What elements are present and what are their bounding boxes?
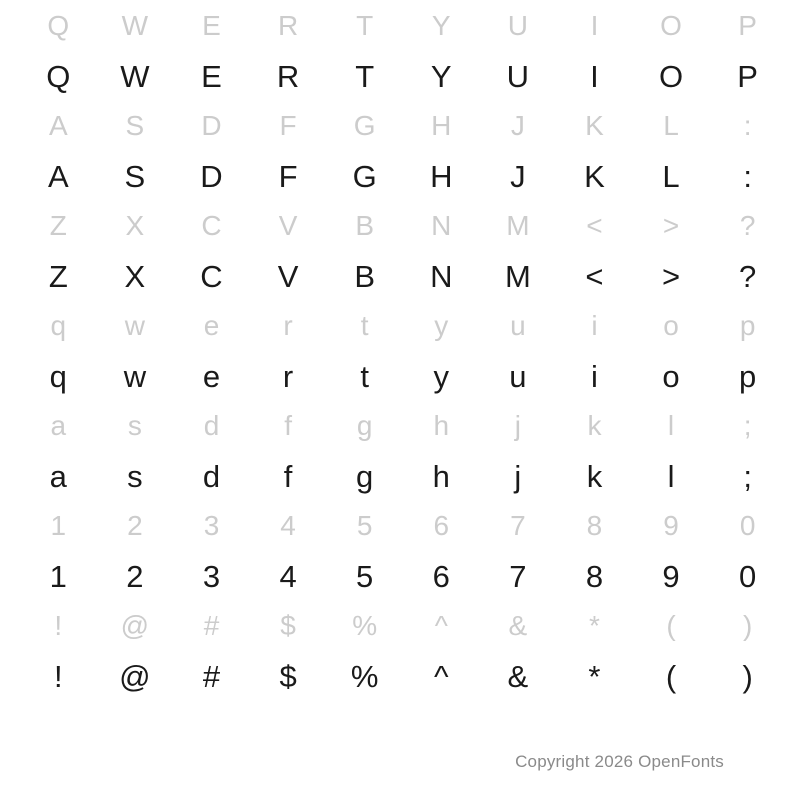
glyph-cell: <	[585, 258, 604, 294]
glyph-cell: u	[509, 358, 527, 394]
glyph-cell: K	[584, 158, 605, 194]
glyph-cell: h	[433, 410, 450, 441]
glyph-cell: 5	[356, 558, 374, 594]
glyph-cell: 3	[202, 558, 221, 594]
glyph-row	[0, 452, 800, 500]
glyph-cell: I	[590, 58, 599, 94]
glyph-row-preview	[0, 600, 800, 652]
glyph-cell: )	[742, 610, 753, 641]
glyph-cell: $	[280, 610, 296, 641]
glyph-cell: )	[742, 658, 753, 694]
glyph-cell: V	[278, 210, 298, 241]
glyph-cell: s	[127, 458, 143, 494]
glyph-cell: N	[430, 258, 453, 294]
glyph-cell: S	[125, 110, 145, 141]
glyph-cell: F	[278, 158, 298, 194]
glyph-cell: j	[514, 410, 521, 441]
glyph-cell: C	[200, 258, 223, 294]
glyph-cell: Y	[431, 10, 451, 41]
glyph-cell: %	[350, 658, 379, 694]
glyph-cell: F	[279, 110, 297, 141]
glyph-cell: 3	[203, 510, 220, 541]
glyph-cell: R	[276, 58, 300, 94]
glyph-cell: E	[201, 58, 222, 94]
glyph-cell: d	[202, 458, 221, 494]
glyph-cell: S	[124, 158, 146, 194]
glyph-cell: Z	[49, 210, 67, 241]
glyph-cell: ?	[739, 258, 757, 294]
glyph-cell: U	[506, 58, 530, 94]
glyph-cell: #	[203, 610, 220, 641]
glyph-cell: A	[48, 110, 68, 141]
glyph-cell: D	[201, 110, 222, 141]
glyph-cell: W	[121, 10, 149, 41]
glyph-cell: O	[660, 10, 682, 41]
glyph-cell: 8	[585, 558, 604, 594]
glyph-cell: r	[283, 310, 293, 341]
glyph-cell: f	[284, 410, 292, 441]
glyph-cell: 5	[356, 510, 373, 541]
glyph-cell: U	[507, 10, 528, 41]
glyph-cell: l	[667, 458, 675, 494]
glyph-cell: h	[432, 458, 450, 494]
glyph-cell: d	[203, 410, 220, 441]
glyph-cell: y	[433, 358, 450, 394]
glyph-cell: K	[585, 110, 604, 141]
glyph-cell: 8	[586, 510, 603, 541]
glyph-cell: (	[665, 658, 677, 694]
glyph-cell: ;	[743, 410, 752, 441]
glyph-cell: ;	[743, 458, 752, 494]
glyph-row-preview	[0, 100, 800, 152]
glyph-row-preview	[0, 400, 800, 452]
glyph-cell: w	[123, 358, 147, 394]
glyph-cell: !	[53, 658, 63, 694]
glyph-cell: J	[510, 158, 526, 194]
glyph-cell: t	[360, 310, 369, 341]
glyph-cell: @	[120, 610, 150, 641]
glyph-cell: 2	[126, 558, 144, 594]
glyph-cell: *	[588, 658, 601, 694]
glyph-cell: Q	[46, 58, 71, 94]
glyph-row	[0, 352, 800, 400]
glyph-cell: V	[277, 258, 299, 294]
glyph-cell: &	[507, 658, 529, 694]
glyph-cell: H	[431, 110, 452, 141]
glyph-cell: T	[355, 58, 375, 94]
glyph-cell: ?	[739, 210, 756, 241]
glyph-cell: k	[586, 458, 603, 494]
glyph-cell: Z	[48, 258, 68, 294]
glyph-cell: 7	[510, 510, 526, 541]
glyph-cell: s	[127, 410, 142, 441]
glyph-row	[0, 252, 800, 300]
glyph-cell: e	[203, 310, 220, 341]
glyph-cell: r	[282, 358, 294, 394]
glyph-cell: I	[590, 10, 599, 41]
glyph-cell: e	[202, 358, 221, 394]
glyph-cell: a	[50, 410, 67, 441]
glyph-cell: 6	[433, 510, 450, 541]
glyph-cell: a	[49, 458, 67, 494]
glyph-cell: C	[201, 210, 222, 241]
glyph-cell: $	[279, 658, 297, 694]
glyph-cell: g	[356, 458, 374, 494]
glyph-cell: u	[510, 310, 526, 341]
glyph-cell: k	[587, 410, 602, 441]
glyph-cell: 1	[50, 510, 67, 541]
glyph-cell: D	[200, 158, 223, 194]
glyph-cell: W	[120, 58, 150, 94]
glyph-cell: >	[661, 258, 681, 294]
glyph-cell: 9	[662, 558, 680, 594]
glyph-cell: P	[738, 10, 757, 41]
glyph-cell: %	[352, 610, 378, 641]
glyph-cell: p	[739, 358, 757, 394]
glyph-cell: 1	[49, 558, 67, 594]
glyph-row	[0, 652, 800, 700]
glyph-cell: G	[353, 110, 376, 141]
glyph-cell: Q	[47, 10, 70, 41]
glyph-cell: X	[125, 210, 145, 241]
glyph-cell: q	[50, 310, 67, 341]
copyright-notice: Copyright 2026 OpenFonts	[515, 752, 724, 771]
glyph-cell: L	[662, 158, 680, 194]
glyph-cell: B	[354, 258, 376, 294]
glyph-row-preview	[0, 200, 800, 252]
glyph-cell: <	[586, 210, 603, 241]
glyph-cell: L	[663, 110, 679, 141]
glyph-cell: B	[355, 210, 375, 241]
glyph-cell: A	[47, 158, 69, 194]
glyph-cell: 4	[280, 510, 296, 541]
glyph-cell: !	[54, 610, 63, 641]
glyph-cell: M	[504, 258, 531, 294]
glyph-cell: E	[202, 10, 221, 41]
glyph-cell: w	[124, 310, 145, 341]
glyph-cell: g	[356, 410, 373, 441]
glyph-row	[0, 152, 800, 200]
glyph-cell: *	[589, 610, 600, 641]
glyph-row-preview	[0, 0, 800, 52]
glyph-cell: l	[667, 410, 675, 441]
glyph-cell: #	[202, 658, 221, 694]
glyph-cell: N	[431, 210, 452, 241]
glyph-cell: i	[591, 310, 598, 341]
glyph-row	[0, 52, 800, 100]
glyph-cell: i	[591, 358, 598, 394]
glyph-cell: G	[352, 158, 377, 194]
glyph-cell: p	[739, 310, 756, 341]
glyph-cell: M	[506, 210, 530, 241]
glyph-cell: J	[510, 110, 525, 141]
glyph-cell: 2	[127, 510, 143, 541]
glyph-cell: f	[283, 458, 293, 494]
glyph-cell: X	[124, 258, 146, 294]
glyph-cell: 0	[739, 510, 756, 541]
glyph-cell: R	[277, 10, 299, 41]
glyph-cell: o	[663, 310, 679, 341]
glyph-cell: >	[662, 210, 680, 241]
glyph-cell: T	[356, 10, 374, 41]
glyph-cell: Y	[430, 58, 452, 94]
glyph-row-preview	[0, 500, 800, 552]
glyph-cell: (	[666, 610, 676, 641]
glyph-cell: t	[360, 358, 369, 394]
glyph-cell: y	[434, 310, 449, 341]
glyph-cell: ^	[433, 658, 449, 694]
glyph-cell: 4	[279, 558, 297, 594]
glyph-cell: @	[119, 658, 151, 694]
glyph-cell: &	[508, 610, 528, 641]
glyph-cell: 9	[663, 510, 679, 541]
glyph-row	[0, 552, 800, 600]
glyph-cell: o	[662, 358, 680, 394]
glyph-cell: q	[49, 358, 67, 394]
glyph-cell: :	[743, 158, 752, 194]
glyph-row-preview	[0, 300, 800, 352]
glyph-cell: :	[743, 110, 752, 141]
glyph-cell: j	[514, 458, 522, 494]
glyph-cell: 6	[432, 558, 450, 594]
glyph-cell: ^	[434, 610, 448, 641]
glyph-cell: P	[737, 58, 758, 94]
glyph-cell: 7	[509, 558, 527, 594]
glyph-cell: 0	[739, 558, 757, 594]
glyph-cell: O	[658, 58, 684, 94]
glyph-cell: H	[430, 158, 453, 194]
